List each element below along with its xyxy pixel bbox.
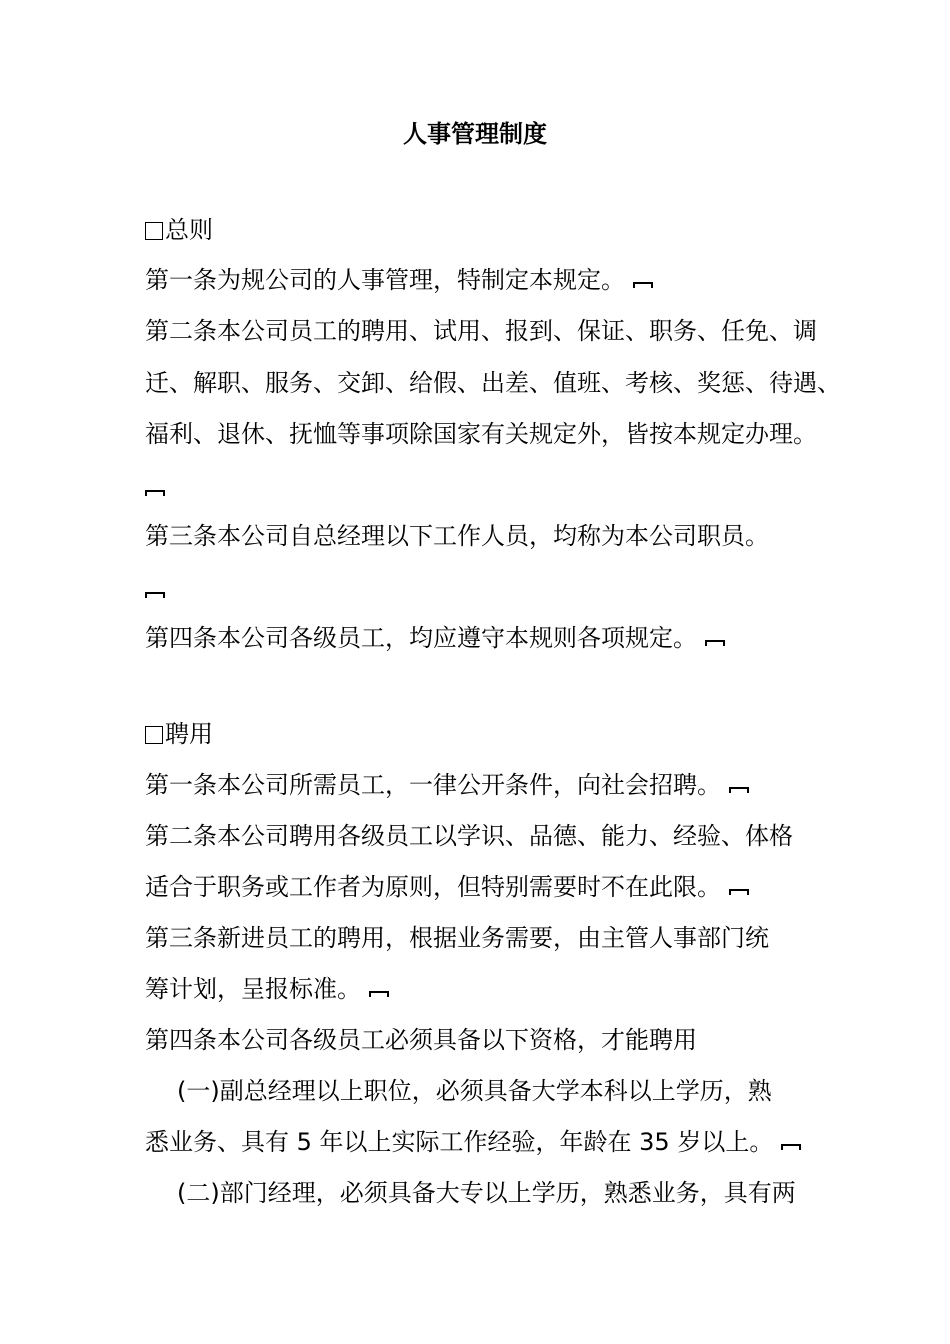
paragraph-line: 第一条本公司所需员工，一律公开条件，向社会招聘。 <box>145 767 835 803</box>
paragraph-line: 第二条本公司员工的聘用、试用、报到、保证、职务、任免、调 <box>145 317 817 345</box>
paragraph-mark-icon <box>369 991 389 997</box>
paragraph-line: 福利、退休、抚恤等事项除国家有关规定外，皆按本规定办理。 <box>145 420 817 448</box>
paragraph-line: 第四条本公司各级员工必须具备以下资格，才能聘用 <box>145 1026 697 1054</box>
paragraph-mark-icon <box>729 787 749 793</box>
paragraph-line: 筹计划，呈报标准。 <box>145 971 835 1007</box>
paragraph-mark-icon <box>705 640 725 646</box>
paragraph-line: 第三条本公司自总经理以下工作人员，均称为本公司职员。 <box>145 522 769 550</box>
checkbox-icon <box>145 726 163 744</box>
paragraph-line: 悉业务、具有 5 年以上实际工作经验，年龄在 35 岁以上。 <box>145 1124 835 1160</box>
paragraph-mark-icon <box>145 592 165 598</box>
paragraph-line: (一)副总经理以上职位，必须具备大学本科以上学历，熟 <box>177 1077 772 1105</box>
section-heading-hiring: 聘用 <box>145 716 835 752</box>
paragraph-line: (二)部门经理，必须具备大专以上学历，熟悉业务，具有两 <box>177 1179 796 1207</box>
paragraph-line <box>145 470 835 506</box>
paragraph-mark-icon <box>633 282 653 288</box>
paragraph-line: 第一条为规公司的人事管理，特制定本规定。 <box>145 262 835 298</box>
document-title: 人事管理制度 <box>403 120 547 148</box>
paragraph-line: 第二条本公司聘用各级员工以学识、品德、能力、经验、体格 <box>145 822 793 850</box>
checkbox-icon <box>145 222 163 240</box>
paragraph-line: 适合于职务或工作者为原则，但特别需要时不在此限。 <box>145 869 835 905</box>
paragraph-mark-icon <box>781 1144 801 1150</box>
paragraph-mark-icon <box>145 490 165 496</box>
section-heading-general: 总则 <box>145 212 835 248</box>
paragraph-line <box>145 572 835 608</box>
paragraph-line: 第四条本公司各级员工，均应遵守本规则各项规定。 <box>145 620 835 656</box>
paragraph-mark-icon <box>729 889 749 895</box>
paragraph-line: 第三条新进员工的聘用，根据业务需要，由主管人事部门统 <box>145 924 769 952</box>
paragraph-line: 迁、解职、服务、交卸、给假、出差、值班、考核、奖惩、待遇、 <box>145 369 841 397</box>
